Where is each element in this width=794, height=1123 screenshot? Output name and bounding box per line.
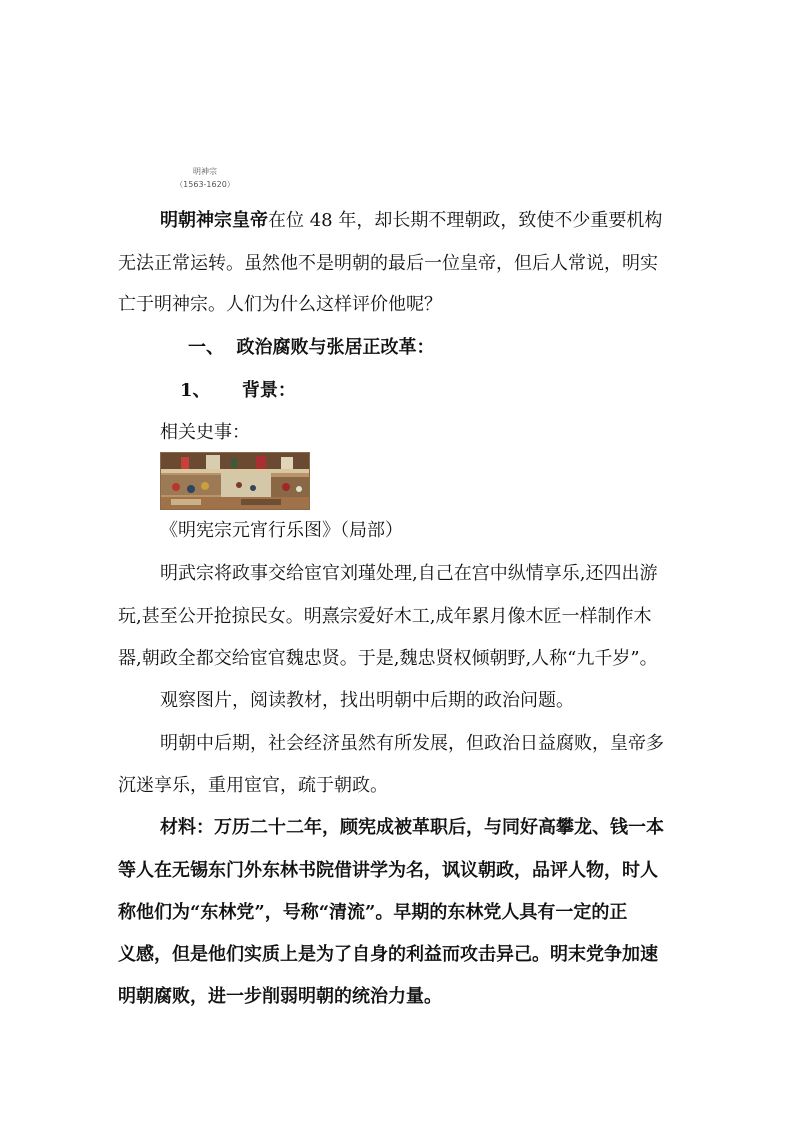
portrait-caption-years: （1563-1620）: [175, 180, 235, 189]
material-line-2: 等人在无锡东门外东林书院借讲学为名，讽议朝政，品评人物，时人: [118, 860, 658, 881]
material-line-4: 义感，但是他们实质上是为了自身的利益而攻击异己。明末党争加速: [118, 944, 658, 965]
material-label: 材料: [160, 817, 196, 838]
subsection-title: 背景：: [241, 380, 296, 401]
material-line-1-rest: ：万历二十二年，顾宪成被革职后，与同好高攀龙、钱一本: [196, 817, 664, 838]
intro-line-2: 无法正常运转。虽然他不是明朝的最后一位皇帝，但后人常说，明实: [118, 253, 658, 274]
painting-caption: 《明宪宗元宵行乐图》（局部）: [160, 520, 403, 541]
lantern-festival-painting: [160, 452, 310, 510]
material-line-5: 明朝腐败，进一步削弱明朝的统治力量。: [118, 986, 442, 1007]
answer-line-1: 明朝中后期，社会经济虽然有所发展，但政治日益腐败，皇帝多: [160, 733, 664, 754]
material-line-1: [160, 815, 664, 841]
subsection-number: 1、: [180, 380, 211, 401]
question-text: 观察图片，阅读教材，找出明朝中后期的政治问题。: [160, 690, 574, 711]
related-events-label: 相关史事：: [160, 422, 250, 443]
paragraph1-line-2: 玩,甚至公开抢掠民女。明熹宗爱好木工,成年累月像木匠一样制作木: [118, 606, 652, 627]
emperor-portrait-image: [150, 110, 250, 165]
intro-line-1-rest: 在位 48 年，却长期不理朝政，致使不少重要机构: [268, 210, 663, 231]
intro-line-3: 亡于明神宗。人们为什么这样评价他呢？: [118, 294, 442, 315]
answer-line-2: 沉迷享乐，重用宦官，疏于朝政。: [118, 775, 388, 796]
subsection-heading: [180, 378, 296, 404]
intro-line-1: [160, 208, 662, 234]
section-number: 一、: [188, 337, 224, 358]
material-line-3: 称他们为“东林党”，号称“清流”。早期的东林党人具有一定的正: [118, 902, 628, 923]
paragraph1-line-1: 明武宗将政事交给宦官刘瑾处理,自己在宫中纵情享乐,还四出游: [160, 563, 658, 584]
section-heading: [188, 335, 435, 361]
emperor-name: 明朝神宗皇帝: [160, 210, 268, 231]
section-title: 政治腐败与张居正改革：: [236, 337, 435, 358]
paragraph1-line-3: 器,朝政全都交给宦官魏忠贤。于是,魏忠贤权倾朝野,人称“九千岁”。: [118, 648, 658, 669]
portrait-caption-name: 明神宗: [193, 167, 217, 176]
